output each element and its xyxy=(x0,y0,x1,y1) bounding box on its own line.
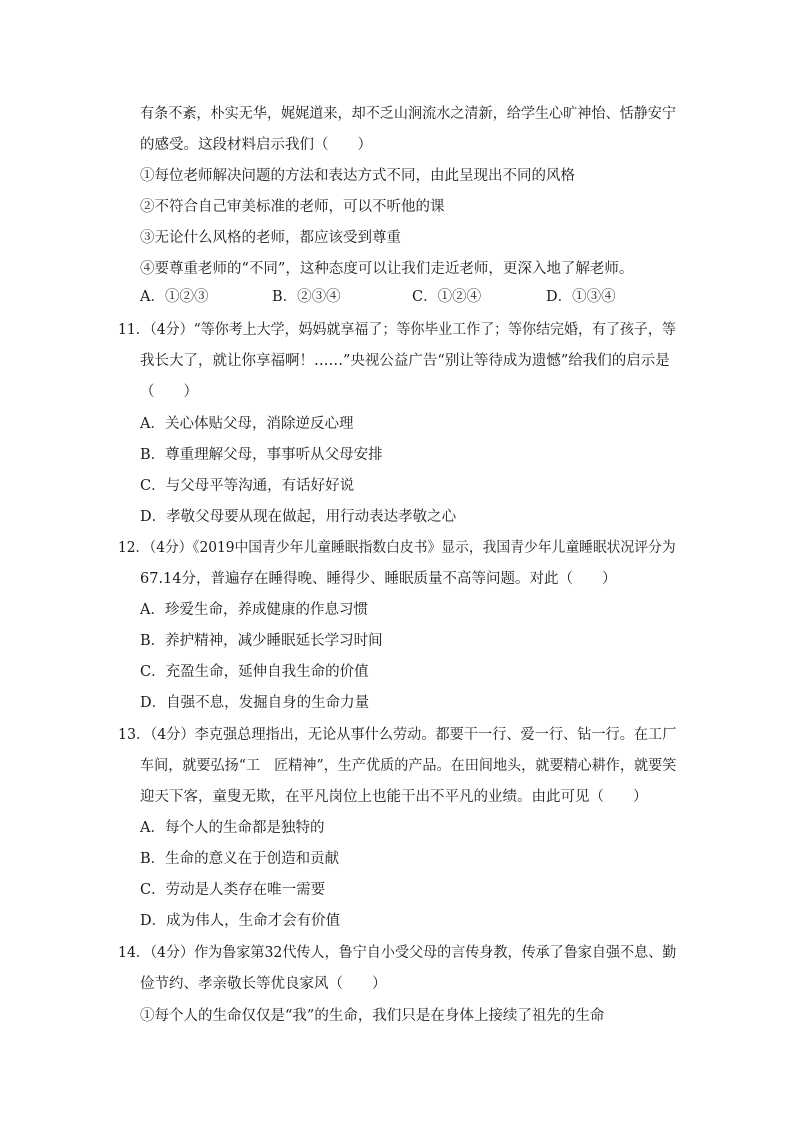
q10-item-3: ③无论什么风格的老师，都应该受到尊重 xyxy=(140,230,401,246)
q14-stem-line-2: 俭节约、孝亲敬长等优良家风（ ） xyxy=(140,976,387,992)
q12-option-c[interactable]: C．充盈生命，延伸自我生命的价值 xyxy=(140,664,369,680)
q10-stem-line-1: 有条不紊，朴实无华，娓娓道来，却不乏山涧流水之清新，给学生心旷神怡、恬静安宁 xyxy=(140,106,677,122)
q10-stem-line-2: 的感受。这段材料启示我们（ ） xyxy=(140,137,372,153)
q14-item-1: ①每个人的生命仅仅是“我”的生命，我们只是在身体上接续了祖先的生命 xyxy=(140,1008,605,1024)
q10-option-a[interactable]: A．①②③ xyxy=(140,289,209,305)
q11-stem-line-1: 11．（4分）“等你考上大学，妈妈就享福了；等你毕业工作了；等你结完婚，有了孩子，等 xyxy=(118,322,676,338)
q11-option-d[interactable]: D．孝敬父母要从现在做起，用行动表达孝敬之心 xyxy=(140,509,457,525)
q12-option-a[interactable]: A．珍爱生命，养成健康的作息习惯 xyxy=(140,602,368,618)
q10-item-1: ①每位老师解决问题的方法和表达方式不同，由此呈现出不同的风格 xyxy=(140,168,575,184)
q12-option-d[interactable]: D．自强不息，发掘自身的生命力量 xyxy=(140,695,370,711)
q10-option-b[interactable]: B．②③④ xyxy=(272,289,341,305)
q10-option-d[interactable]: D．①③④ xyxy=(546,289,616,305)
q10-item-2: ②不符合自己审美标准的老师，可以不听他的课 xyxy=(140,199,445,215)
q13-option-d[interactable]: D．成为伟人，生命才会有价值 xyxy=(140,913,341,929)
q10-option-c[interactable]: C．①②④ xyxy=(412,289,482,305)
q10-item-4: ④要尊重老师的“不同”，这种态度可以让我们走近老师，更深入地了解老师。 xyxy=(140,261,634,277)
q12-option-b[interactable]: B．养护精神，减少睡眠延长学习时间 xyxy=(140,633,383,649)
q11-option-c[interactable]: C．与父母平等沟通，有话好好说 xyxy=(140,478,355,494)
q14-stem-line-1: 14．（4分）作为鲁家第32代传人，鲁宁自小受父母的言传身教，传承了鲁家自强不息、勤 xyxy=(118,945,677,961)
q11-option-b[interactable]: B．尊重理解父母，事事听从父母安排 xyxy=(140,447,383,463)
q13-stem-line-1: 13．（4分）李克强总理指出，无论从事什么劳动。都要干一行、爱一行、钻一行。在工厂 xyxy=(118,727,677,743)
q13-option-c[interactable]: C．劳动是人类存在唯一需要 xyxy=(140,882,326,898)
q13-stem-line-3: 迎天下客，童叟无欺，在平凡岗位上也能干出不平凡的业绩。由此可见（ ） xyxy=(140,789,648,805)
q12-stem-line-1: 12．（4分）《2019中国青少年儿童睡眠指数白皮书》显示，我国青少年儿童睡眠状况评分为 xyxy=(118,540,676,556)
q11-stem-line-2: 我长大了，就让你享福啊！……”央视公益广告“别让等待成为遗憾”给我们的启示是 xyxy=(140,353,670,369)
q11-option-a[interactable]: A．关心体贴父母，消除逆反心理 xyxy=(140,416,354,432)
q13-stem-line-2: 车间，就要弘扬“工 匠精神”，生产优质的产品。在田间地头，就要精心耕作，就要笑 xyxy=(140,758,677,774)
q11-stem-line-3: （ ） xyxy=(140,384,198,400)
q12-stem-line-2: 67.14分，普遍存在睡得晚、睡得少、睡眠质量不高等问题。对此（ ） xyxy=(140,571,617,587)
q13-option-a[interactable]: A．每个人的生命都是独特的 xyxy=(140,820,325,836)
q13-option-b[interactable]: B．生命的意义在于创造和贡献 xyxy=(140,851,340,867)
